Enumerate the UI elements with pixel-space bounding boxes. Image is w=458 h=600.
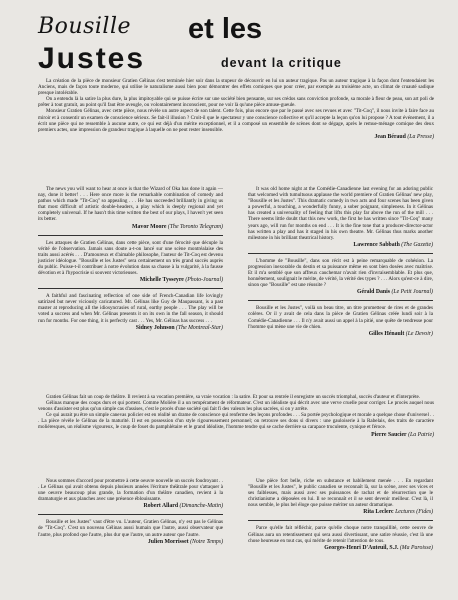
review-source: (Ma Paroisse) — [399, 544, 433, 551]
review-author: Lawrence Sabbath — [353, 241, 400, 248]
review-text: Une pièce fort belle, riche en substance et habilement menée . . . En regardant "Bousille et les Justes", le public canadien se reconnaît là, sur la scène, avec ses vices et ses faiblesses, mais aussi avec ses puissances de rachat et de résurrection que le christianisme a déposées en lui. Il se reconnaît et il se sent devenir meilleur. C'est là, il nous semble, le plus bel éloge que puisse mériter un auteur dramatique. — [248, 478, 433, 509]
review-author: Robert Allard — [143, 503, 179, 510]
review-source: (Notre Temps) — [190, 538, 223, 545]
review-block — [38, 519, 223, 545]
review-source: (The Montreal-Star) — [176, 324, 223, 331]
divider — [38, 514, 223, 515]
review-signature — [248, 509, 433, 516]
review-text: A faithful and fascinating reflection of one side of French-Canadian life lovingly satirized but never viciously caricatured. Mr. Gélinas like Guy de Maupassant, is a past master at reproducing all the idiosyncrasies of rural, earthy people . . . The play will be voted a success and when Mr. Gélinas presents it on its own in the fall season, it should run for months. For one thing, it is perfectly cast . . . Yes, Mr. Gélinas has success . . . — [38, 293, 223, 324]
review-signature — [38, 224, 223, 231]
review-author: Julien Morrisset — [147, 538, 189, 545]
review-block — [248, 258, 433, 296]
review-block — [38, 293, 223, 331]
review-signature — [38, 503, 223, 510]
review-signature — [38, 325, 223, 332]
title-justes: Justes — [38, 42, 146, 75]
review-block — [248, 525, 433, 551]
title-et-les: et les — [188, 13, 263, 45]
review-text: Nous sommes d'accord pour promettre à cette oeuvre nouvelle un succès foudroyant . . . Le Gélinas qui avait obtenu depuis plusieurs années l'écriture théâtrale pour s'attaquer à une oeuvre beaucoup plus grande, la formation d'un théâtre canadien, revient à la dramaturgie et aux planches avec une présence éblouissante. — [38, 478, 223, 503]
review-text: It was old home night at the Comédie-Canadienne last evening for an adoring public that welcomed with tumultuous applause the world premiere of Gratien Gélinas' new play, "Bousille et les Justes". This dramatic comedy in two acts and four scenes has been given a powerful, a touching, a wonderfully funny, a sober poignant, simpleness. In it Gélinas has created a universality of feeling that lifts this play far above the run of the mill . . . There seems little doubt that this new work, the first he has written since "Tit-Coq" many years ago, will run for months on end . . . It is the fine tone that a producer-director-actor has written a play and has it staged in his own theatre. Mr. Gélinas thus marks another milestone in his brilliant theatrical history. — [248, 186, 433, 241]
bottom-left-column — [38, 478, 223, 548]
review-text: Les attaques de Gratien Gélinas, dans cette pièce, sont d'une férocité que décuple la vérité de l'observation. Jamais sans doute a-t-on lancé sur une scène montréalaise des traits aussi acérés . . . D'amoureux et d'aimable philosophe, l'auteur de Tit-Coq est devenu justicier idéologue. "Bousille et les Justes" sera certainement un très grand succès auprès du public. Puisse-t-il contribuer à notre évolution dans sa chasse à la vulgarité, à la fausse dévotion et à l'hypocrisie si souvent victorieuses. — [38, 239, 223, 277]
review-author: Rita Leclerc — [363, 509, 394, 516]
review-paragraph: Ce qui aurait pu être un simple canevas policier est en réalité un drame de conscience qui renferme des leçons profondes . . . Sa portée psychologique et morale a quelque chose d'universel . . . La pièce révèle le Gélinas de la maturité. Il est en possession d'un style rigoureusement personnel; on retrouve ses dons si divers : une gauloiserie à la Rabelais, des traits de caractère moliéresques, un réalisme vigoureux, le coup de fouet du pamphlétaire et le grand idéaliste, l'homme tendre qui se cache derrière sa carapace truculente, cynique et féroce. — [38, 412, 434, 431]
review-source: (Photo-Journal) — [185, 277, 223, 284]
review-text: L'homme de "Bousille", dans son récit est à peine remarquable de cohésion. La progression inexorable du destin et sa puissance même en sont bien dosées avec maîtrise. Et il m'a semblé que son affreux cauchemar n'avait rien d'invraisemblable. Et plus que, honnêtement, soulignait le mérite, de vérité, la vérité des types ? . . . Alors qu'est-ce à dire, sinon que "Bousille" est une réussite ? — [248, 257, 433, 289]
bottom-right-column — [248, 478, 433, 554]
review-source: (Le Devoir) — [405, 330, 433, 337]
divider — [248, 253, 433, 254]
review-signature — [248, 331, 433, 338]
full-width-review — [38, 394, 434, 439]
title-script-word: Bousille — [38, 14, 131, 39]
review-author: Sidney Johnson — [135, 324, 175, 331]
review-source: (La Presse) — [407, 133, 434, 140]
review-author: Gérald Danis — [356, 289, 390, 296]
review-block — [248, 305, 433, 337]
intro-paragraph: Monsieur Gratien Gélinas, avec cette pièce, nous révèle un autre aspect de son talent. Cette fois, plus encore que par le passé avec ses revues et avec "Tit-Coq", il nous invite à faire face au miroir et à consentir un examen de conscience sérieux. Se fait-il illusion ? Croit-il que le spectateur y une conscience collective et qu'il accepte la leçon qu'on lui propose ? A tout événement, il a écrit une pièce qui ne ressemble à aucune autre, ce qui est déjà d'un mérite exceptionnel, et il a composé un ensemble de scènes dont se dégage, après le remue-ménage comique des deux premiers actes, une impression de grandeur tragique à laquelle on ne peut rester insensible. — [38, 108, 434, 133]
review-source: (Dimanche-Matin) — [179, 503, 223, 510]
review-paragraph: Gélinas manque des coups durs et qui portent. Comme Molière il a un tempérament de réformateur. C'est un idéaliste qui décrit avec une verve cruelle pour corriger. Le procès auquel nous venons d'assister est plus qu'un simple cas d'assises, c'est le procès d'une société qui fait fi des valeurs les plus sacrées, si on y arrête. — [38, 400, 434, 413]
review-source: (The Gazette) — [401, 241, 433, 248]
review-signature — [248, 289, 433, 296]
review-author: Michelle Tysseyre — [139, 277, 184, 284]
review-signature — [38, 134, 434, 141]
intro-review — [38, 78, 434, 141]
review-author: Jean Béraud — [374, 133, 406, 140]
review-block — [38, 186, 223, 231]
review-signature — [248, 242, 433, 249]
title-subtitle: devant la critique — [221, 56, 342, 70]
right-column — [248, 186, 433, 340]
divider — [38, 235, 223, 236]
review-text: Parce qu'elle fait réfléchir, parce qu'elle choque notre tranquillité, cette oeuvre de Gélinas aura un retentissement qui sera aussi divertissant, une satire réussie, c'est là une chose heureuse en tout cas, qui mérite de retenir l'attention de tous. — [248, 525, 433, 544]
divider — [248, 520, 433, 521]
intro-paragraph: On a entendu là la satire la plus dure, la plus impitoyable qui se puisse écrire sur une société bien pensante, sur ses crédos sans conviction profonde, sa morale à fleur de peau, son art poli de prêter à tout gratuit, au point qu'il faut être aveugle, ou volontairement inconscient, pour ne voir là qu'une pièce amuse-gueule. — [38, 96, 434, 109]
review-signature — [38, 539, 223, 546]
review-signature — [38, 432, 434, 439]
header — [38, 14, 438, 76]
review-block — [248, 186, 433, 249]
divider — [248, 300, 433, 301]
review-source: Lectures (Fides) — [395, 509, 433, 516]
left-column — [38, 186, 223, 334]
review-source: (La Patrie) — [408, 431, 434, 438]
review-block — [38, 478, 223, 510]
intro-paragraph: La création de la pièce de monsieur Gratien Gélinas s'est terminée hier soir dans la stupeur de découvrir en lui un auteur tragique. Pas un auteur tragique à la façon dont l'entendaient les Anciens, mais de façon toute moderne, qui utilise le naturalisme aussi bien pour démontrer des effets comiques que pour créer, par exemple au troisième acte, un climat de cruauté sadique presque intolérable. — [38, 78, 434, 97]
review-block — [248, 478, 433, 516]
review-author: Pierre Saucier — [371, 431, 407, 438]
review-source: (The Toronto Telegram) — [167, 223, 223, 230]
review-signature — [248, 545, 433, 552]
review-text: Bousille et les Justes" vaut d'être vu. L'auteur, Gratien Gélinas, n'y est pas le Gélinas de "Tit-Coq". C'est un nouveau Gélinas aussi humain que l'autre, aussi observateur que l'autre, plus profond que l'autre, plus dur que l'autre, un autre auteur que l'autre. — [38, 519, 223, 538]
review-signature — [38, 277, 223, 284]
review-paragraph: Gratien Gélinas fait un coup de théâtre. Il revient à sa vocation première, sa vraie vocation : la satire. Et pour sa rentrée il enregistre un succès triomphal, succès d'auteur et d'interprète. — [46, 394, 421, 400]
review-block — [38, 240, 223, 285]
review-author: Mavor Moore — [132, 223, 167, 230]
review-text: Bousille et les Justes", voilà un beau titre, un titre prometteur de rires et de grandes colères. Or il y avait de cela dans la pièce de Gratien Gélinas créée lundi soir à la Comédie-Canadienne . . . Il n'y avait aussi un appel à la pitié, une quête de tendresse pour l'homme qui mène une vie de chien. — [248, 305, 433, 330]
review-source: (Le Petit Journal) — [391, 289, 433, 296]
review-text: The news you will want to hear at once is that the Wizard of Oka has done it again — nay, done it better! . . . Here once more is the remarkable combination of comedy and pathos which made "Tit-Coq" so appealing . . . He has succeeded brilliantly in giving us that most difficult of artistic double-headers, a play which is deeply regional and yet completely universal. If he hasn't this time written the best of our plays, I haven't yet seen its better. — [38, 186, 223, 223]
divider — [38, 288, 223, 289]
review-author: Gilles Hénault — [368, 330, 405, 337]
review-author: Georges-Henri D'Auteuil, S.J. — [324, 544, 399, 551]
